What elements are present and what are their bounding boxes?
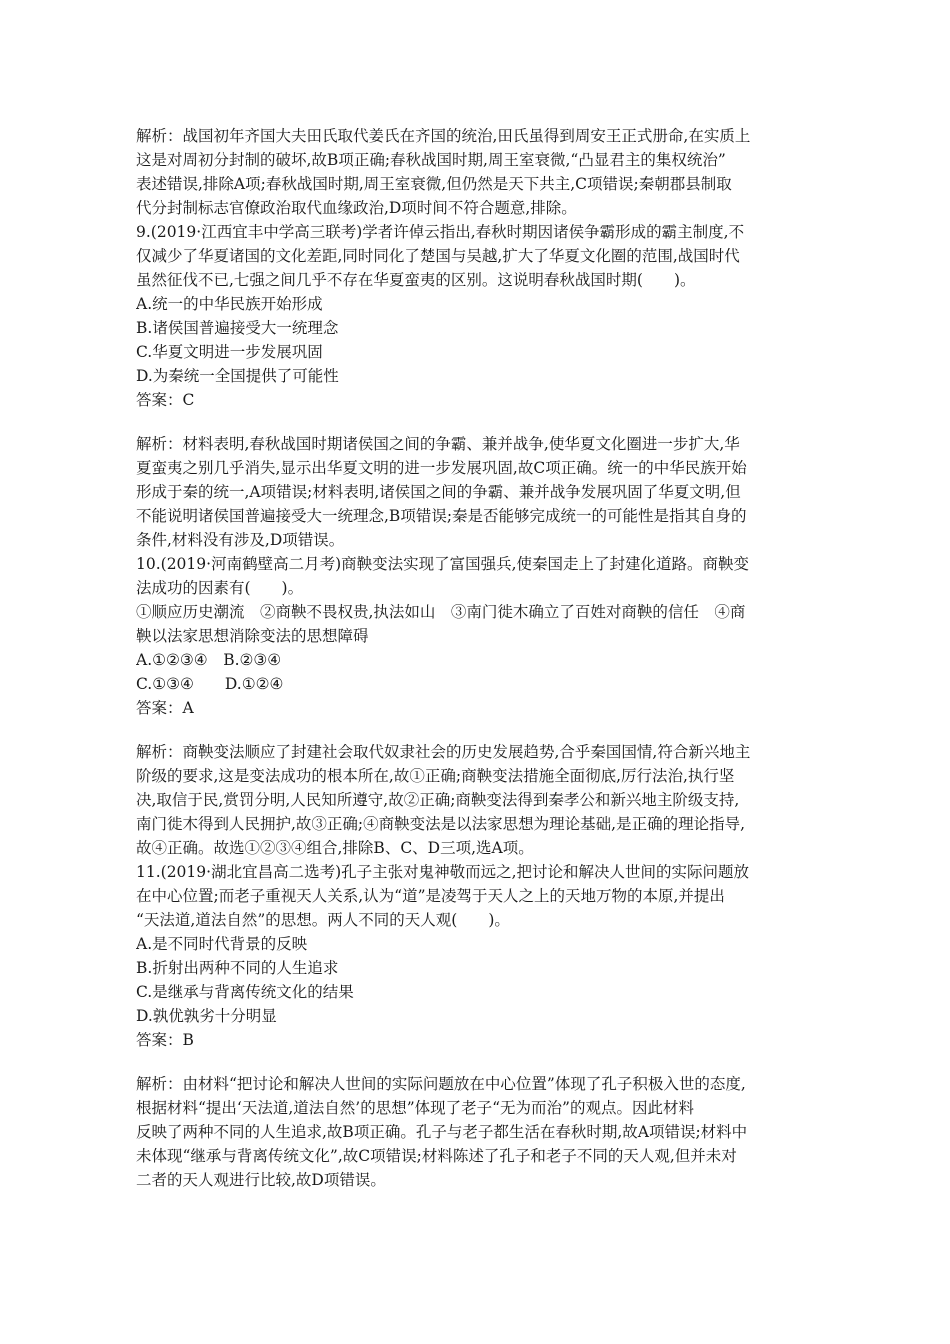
text-line: 答案：A <box>136 699 194 717</box>
text-line: 二者的天人观进行比较,故D项错误。 <box>136 1171 386 1189</box>
text-line: 10.(2019·河南鹤壁高二月考)商鞅变法实现了富国强兵,使秦国走上了封建化道路。商鞅变 <box>136 555 750 573</box>
text-line: 决,取信于民,赏罚分明,人民知所遵守,故②正确;商鞅变法得到秦孝公和新兴地主阶级支持, <box>136 791 740 809</box>
text-line: C.是继承与背离传统文化的结果 <box>136 983 354 1001</box>
explanation-block <box>136 1072 816 1192</box>
text-line: 表述错误,排除A项;春秋战国时期,周王室衰微,但仍然是天下共主,C项错误;秦朝郡县制取 <box>136 175 732 193</box>
text-line: A.是不同时代背景的反映 <box>136 935 308 953</box>
text-line: 代分封制标志官僚政治取代血缘政治,D项时间不符合题意,排除。 <box>136 199 577 217</box>
text-line: 不能说明诸侯国普遍接受大一统理念,B项错误;秦是否能够完成统一的可能性是指其自身的 <box>136 507 747 525</box>
explanation-block <box>136 124 816 220</box>
text-line: 反映了两种不同的人生追求,故B项正确。孔子与老子都生活在春秋时期,故A项错误;材料中 <box>136 1123 748 1141</box>
text-line: 形成于秦的统一,A项错误;材料表明,诸侯国之间的争霸、兼并战争发展巩固了华夏文明,但 <box>136 483 741 501</box>
text-line: 法成功的因素有( )。 <box>136 579 304 597</box>
block-gap <box>136 1052 816 1072</box>
text-line: C.华夏文明进一步发展巩固 <box>136 343 323 361</box>
text-line: 仅减少了华夏诸国的文化差距,同时同化了楚国与吴越,扩大了华夏文化圈的范围,战国时代 <box>136 247 740 265</box>
text-line: A.统一的中华民族开始形成 <box>136 295 323 313</box>
text-line: 阶级的要求,这是变法成功的根本所在,故①正确;商鞅变法措施全面彻底,厉行法治,执行坚 <box>136 767 735 785</box>
text-line: 解析：商鞅变法顺应了封建社会取代奴隶社会的历史发展趋势,合乎秦国国情,符合新兴地主 <box>136 743 751 761</box>
text-line: D.为秦统一全国提供了可能性 <box>136 367 339 385</box>
text-line: 鞅以法家思想消除变法的思想障碍 <box>136 627 369 645</box>
text-line: 根据材料“提出‘天法道,道法自然’的思想”体现了老子“无为而治”的观点。因此材料 <box>136 1099 694 1117</box>
text-line: 虽然征伐不已,七强之间几乎不存在华夏蛮夷的区别。这说明春秋战国时期( )。 <box>136 271 696 289</box>
text-line: 解析：战国初年齐国大夫田氏取代姜氏在齐国的统治,田氏虽得到周安王正式册命,在实质上 <box>136 127 751 145</box>
text-line: A.①②③④ B.②③④ <box>136 651 282 669</box>
text-line: C.①③④ D.①②④ <box>136 675 284 693</box>
question-block <box>136 220 816 412</box>
explanation-block <box>136 432 816 552</box>
text-line: 答案：C <box>136 391 195 409</box>
text-line: 在中心位置;而老子重视天人关系,认为“道”是凌驾于天人之上的天地万物的本原,并提出 <box>136 887 725 905</box>
block-gap <box>136 720 816 740</box>
text-line: 南门徙木得到人民拥护,故③正确;④商鞅变法是以法家思想为理论基础,是正确的理论指导, <box>136 815 746 833</box>
question-block <box>136 552 816 720</box>
text-line: B.诸侯国普遍接受大一统理念 <box>136 319 339 337</box>
text-line: D.孰优孰劣十分明显 <box>136 1007 277 1025</box>
text-line: 11.(2019·湖北宜昌高二选考)孔子主张对鬼神敬而远之,把讨论和解决人世间的实际问题放 <box>136 863 750 881</box>
text-line: ①顺应历史潮流 ②商鞅不畏权贵,执法如山 ③南门徙木确立了百姓对商鞅的信任 ④商 <box>136 603 746 621</box>
text-line: 条件,材料没有涉及,D项错误。 <box>136 531 345 549</box>
text-line: 解析：材料表明,春秋战国时期诸侯国之间的争霸、兼并战争,使华夏文化圈进一步扩大,华 <box>136 435 740 453</box>
document-page <box>136 124 816 1192</box>
text-line: 9.(2019·江西宜丰中学高三联考)学者许倬云指出,春秋时期因诸侯争霸形成的霸主制度,不 <box>136 223 745 241</box>
text-line: 未体现“继承与背离传统文化”,故C项错误;材料陈述了孔子和老子不同的天人观,但并未对 <box>136 1147 737 1165</box>
explanation-block <box>136 740 816 1052</box>
text-line: 故④正确。故选①②③④组合,排除B、C、D三项,选A项。 <box>136 839 534 857</box>
text-line: 解析：由材料“把讨论和解决人世间的实际问题放在中心位置”体现了孔子积极入世的态度, <box>136 1075 746 1093</box>
text-line: B.折射出两种不同的人生追求 <box>136 959 339 977</box>
block-gap <box>136 412 816 432</box>
text-line: 这是对周初分封制的破坏,故B项正确;春秋战国时期,周王室衰微,“凸显君主的集权统治” <box>136 151 726 169</box>
text-line: “天法道,道法自然”的思想。两人不同的天人观( )。 <box>136 911 510 929</box>
text-line: 答案：B <box>136 1031 194 1049</box>
text-line: 夏蛮夷之别几乎消失,显示出华夏文明的进一步发展巩固,故C项正确。统一的中华民族开始 <box>136 459 747 477</box>
